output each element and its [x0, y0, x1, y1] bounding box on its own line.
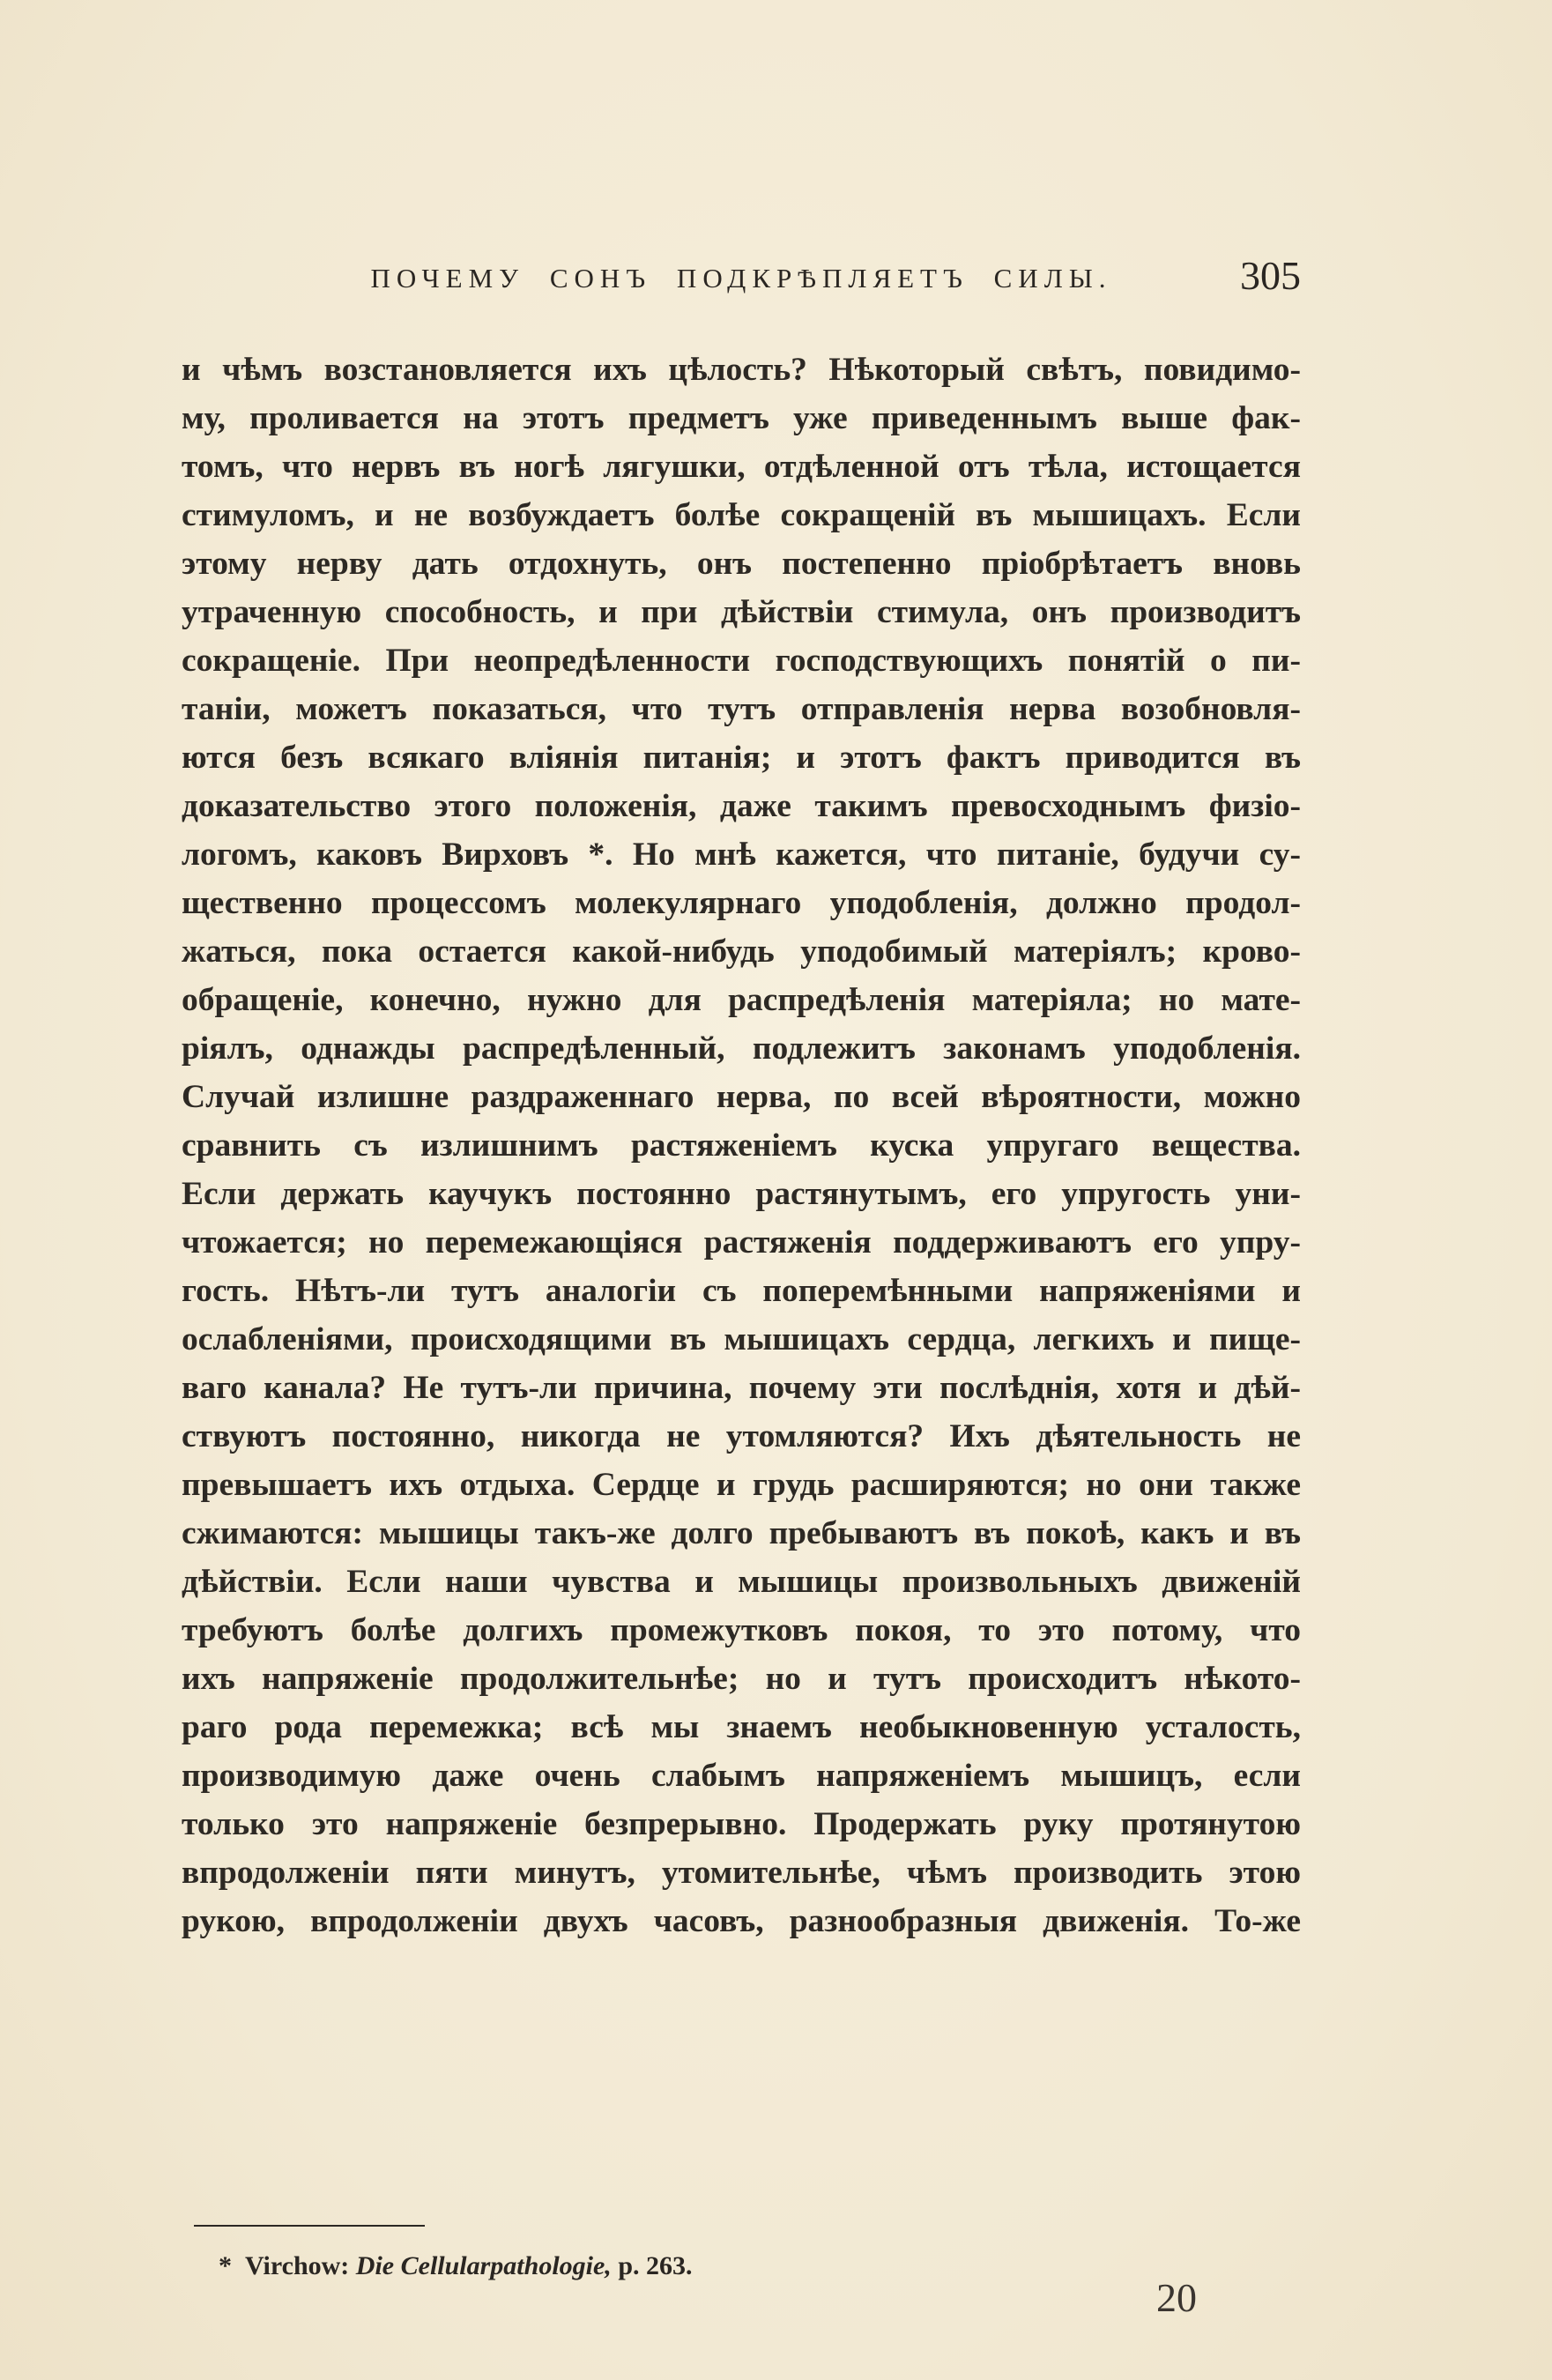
text-line: ствуютъ постоянно, никогда не утомляются? Ихъ дѣятельность не [182, 1418, 1301, 1454]
text-line: ослабленіями, происходящими въ мышицахъ сердца, легкихъ и пище- [182, 1321, 1301, 1357]
page-number: 305 [1240, 253, 1301, 298]
text-line: этому нерву дать отдохнуть, онъ постепенно пріобрѣтаетъ вновь [182, 546, 1301, 582]
footnote-page: p. 263. [618, 2251, 693, 2280]
footnote-title: Die Cellularpathologie, [355, 2251, 612, 2280]
text-line: превышаетъ ихъ отдыха. Сердце и грудь расширяются; но они также [182, 1467, 1301, 1503]
text-line: томъ, что нервъ въ ногѣ лягушки, отдѣленной отъ тѣла, истощается [182, 449, 1301, 485]
text-line: ріялъ, однажды распредѣленный, подлежитъ законамъ уподобленія. [182, 1030, 1301, 1067]
text-line: ваго канала? Не тутъ-ли причина, почему эти послѣднія, хотя и дѣй- [182, 1370, 1301, 1406]
text-line: таніи, можетъ показаться, что тутъ отправленія нерва возобновля- [182, 691, 1301, 727]
text-line: сравнить съ излишнимъ растяженіемъ куска упругаго вещества. [182, 1127, 1301, 1164]
text-line: утраченную способность, и при дѣйствіи стимула, онъ производитъ [182, 594, 1301, 630]
text-line: Если держать каучукъ постоянно растянутымъ, его упругость уни- [182, 1176, 1301, 1212]
running-head [182, 252, 1301, 305]
text-line: раго рода перемежка; всѣ мы знаемъ необыкновенную усталость, [182, 1709, 1301, 1745]
signature-mark: 20 [1156, 2275, 1197, 2320]
text-line: обращеніе, конечно, нужно для распредѣленія матеріяла; но мате- [182, 982, 1301, 1018]
text-line: и чѣмъ возстановляется ихъ цѣлость? Нѣкоторый свѣтъ, повидимо- [182, 352, 1301, 388]
text-line: жаться, пока остается какой-нибудь уподобимый матеріялъ; крово- [182, 933, 1301, 970]
text-line: чтожается; но перемежающіяся растяженія поддерживаютъ его упру- [182, 1224, 1301, 1261]
text-line: доказательство этого положенія, даже такимъ превосходнымъ физіо- [182, 788, 1301, 824]
footnote-mark: * [219, 2251, 232, 2280]
text-line: производимую даже очень слабымъ напряженіемъ мышицъ, если [182, 1758, 1301, 1794]
text-line: щественно процессомъ молекулярнаго уподобленія, должно продол- [182, 885, 1301, 921]
text-line: требуютъ болѣе долгихъ промежутковъ покоя, то это потому, что [182, 1612, 1301, 1648]
text-line: сжимаются: мышицы такъ-же долго пребываютъ въ покоѣ, какъ и въ [182, 1515, 1301, 1551]
text-line: сокращеніе. При неопредѣленности господствующихъ понятій о пи- [182, 643, 1301, 679]
text-line: логомъ, каковъ Вирховъ *. Но мнѣ кажется, что питаніе, будучи су- [182, 837, 1301, 873]
text-line: ихъ напряженіе продолжительнѣе; но и тутъ происходитъ нѣкото- [182, 1661, 1301, 1697]
text-line: только это напряженіе безпрерывно. Продержать руку протянутою [182, 1806, 1301, 1842]
running-title: ПОЧЕМУ СОНЪ ПОДКРѢПЛЯЕТЪ СИЛЫ. [370, 263, 1112, 294]
text-line: дѣйствіи. Если наши чувства и мышицы произвольныхъ движеній [182, 1564, 1301, 1600]
text-line: му, проливается на этотъ предметъ уже приведеннымъ выше фак- [182, 400, 1301, 436]
text-line: гость. Нѣтъ-ли тутъ аналогіи съ поперемѣнными напряженіями и [182, 1273, 1301, 1309]
text-line: стимуломъ, и не возбуждаетъ болѣе сокращеній въ мышицахъ. Если [182, 497, 1301, 533]
text-line: рукою, впродолженіи двухъ часовъ, разнообразныя движенія. То-же [182, 1903, 1301, 1939]
footnote-divider [194, 2225, 425, 2227]
text-line: ются безъ всякаго вліянія питанія; и этотъ фактъ приводится въ [182, 740, 1301, 776]
body-text [182, 346, 1301, 1945]
footnote-author: Virchow: [244, 2251, 350, 2280]
text-line: впродолженіи пяти минутъ, утомительнѣе, чѣмъ производить этою [182, 1855, 1301, 1891]
text-line: Случай излишне раздраженнаго нерва, по всей вѣроятности, можно [182, 1079, 1301, 1115]
footnote [219, 2251, 693, 2281]
